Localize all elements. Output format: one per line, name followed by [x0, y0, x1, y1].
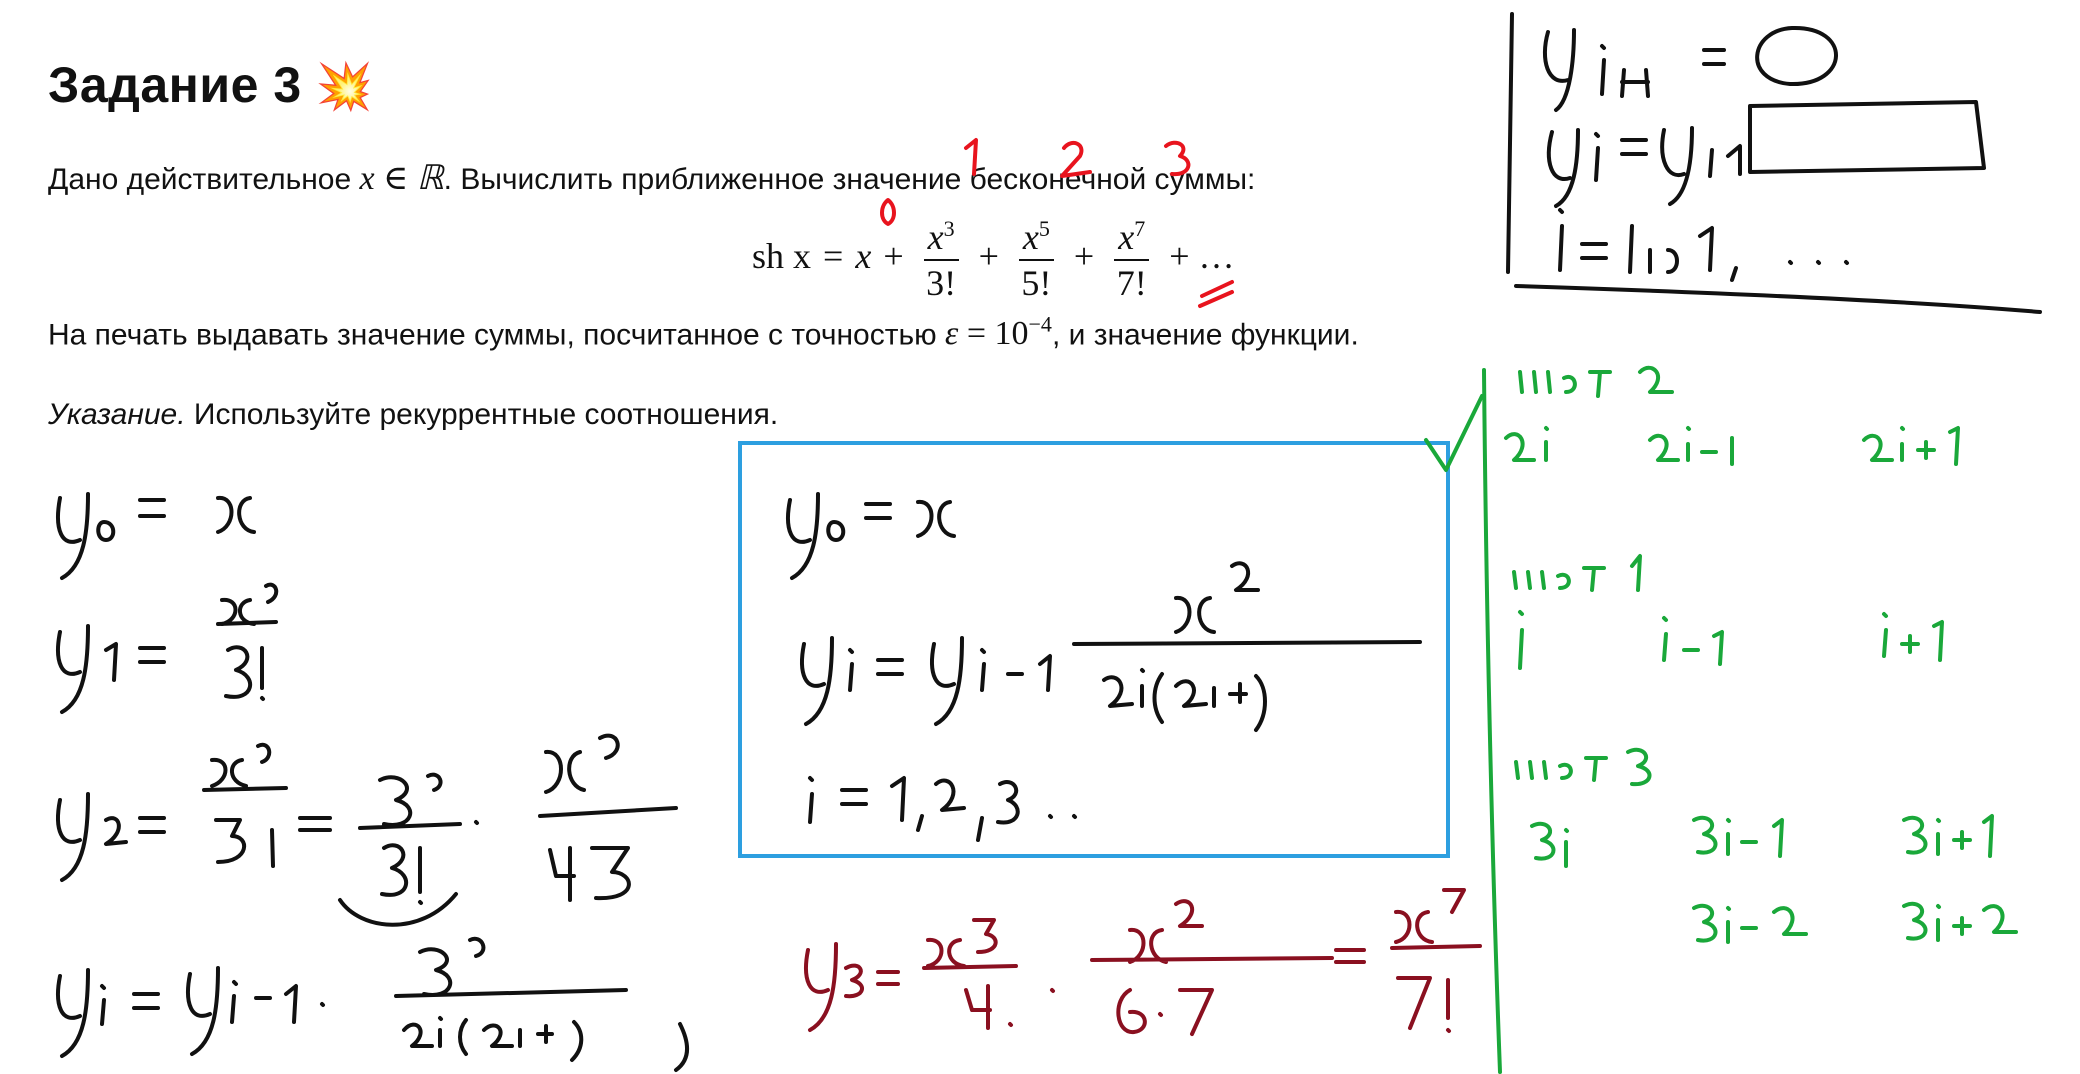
- term1-exp: 3: [943, 216, 955, 241]
- red-index-marks: [882, 140, 1235, 306]
- formula-lhs: sh x: [752, 236, 812, 276]
- formula-plus-1: +: [883, 236, 904, 276]
- title-text: Задание 3: [48, 57, 302, 113]
- hint-text: Используйте рекуррентные соотношения.: [193, 398, 779, 431]
- epsilon-exp: −4: [1028, 312, 1052, 337]
- term3-den: 7!: [1116, 263, 1147, 303]
- print-tail: , и значение функции.: [1051, 318, 1359, 352]
- intro-tail: . Вычислить приближенное значение бесконечной суммы:: [443, 163, 1256, 196]
- term3-num: x: [1118, 217, 1135, 257]
- explosion-emoji-icon: 💥: [315, 60, 374, 112]
- intro-math: x ∈ ℝ: [359, 160, 444, 197]
- term2-exp: 5: [1038, 216, 1050, 241]
- formula-plus-3: +: [1073, 236, 1095, 276]
- ink-derivation-left: [58, 494, 687, 1070]
- print-text: На печать выдавать значение суммы, посчитанное с точностью: [48, 318, 937, 352]
- term2-den: 5!: [1021, 263, 1052, 303]
- ink-recurrence-box: [788, 494, 1420, 840]
- formula-x: x: [855, 236, 872, 276]
- ink-notes-initial-values: [1508, 14, 2040, 312]
- epsilon-math: $\varepsilon = 10^{-4}$: [944, 312, 1052, 353]
- hint-label: Указание.: [48, 398, 186, 431]
- formula-eq: =: [823, 236, 844, 276]
- formula-ellipsis: + …: [1169, 236, 1235, 276]
- term2-num: x: [1022, 217, 1039, 257]
- intro-text: Дано действительное: [48, 163, 352, 196]
- term1-den: 3!: [926, 263, 957, 303]
- ink-maroon-y3: [806, 890, 1480, 1034]
- ink-green-steps: [1426, 368, 2016, 1072]
- term3-exp: 7: [1134, 216, 1146, 241]
- formula-plus-2: +: [978, 236, 999, 276]
- term1-num: x: [927, 217, 944, 257]
